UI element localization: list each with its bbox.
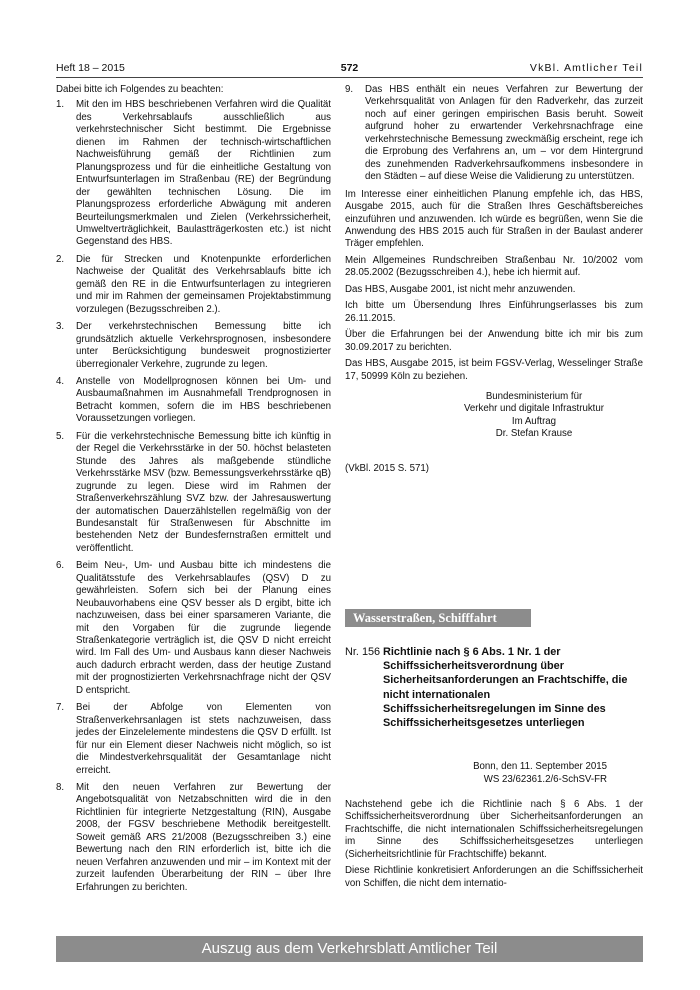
list-number: 8. [56,782,65,794]
paragraph: Das HBS, Ausgabe 2001, ist nicht mehr anzuwenden. [345,283,576,295]
list-number: 5. [56,430,65,442]
list-text: Mit den im HBS beschriebenen Verfahren wird die Qualität des Verkehrsablaufs ausschließlich aus verkehrstechnischer Sicht bestimmt. Die Ergebnisse dienen im Rahmen der technisch-wirtschaftlichen Nachweisführung gemäß der Richtlinien zum Planungsprozess und für die einheitliche Gestaltung von Entwurfsunterlagen im Straßenbau (RE) der Begründung der gewählten technischen Lösung. Die im Planungsprozess erforderliche Abwägung mit anderen Beurteilungsmerkmalen und Zielen (Verkehrssicherheit, Umweltverträglichkeit, Baulastträgerkosten etc.) ist nicht Gegenstand des HBS. [76,99,331,248]
list-number: 1. [56,99,65,111]
list-text: Die für Strecken und Knotenpunkte erforderlichen Nachweise der Qualität des Verkehrsablaufs bitte ich gemäß den RE in die Entwurfsunterlagen zu integrieren und mir im Rahmen der gemeinsamen Projektabstimmung vorzulegen (Bezugsschreiben 2.). [76,253,331,315]
list-item [56,431,331,556]
paragraph: Diese Richtlinie konkretisiert Anforderungen an die Schiffssicherheit von Schiffen, die nicht dem internatio- [345,865,643,889]
publication-reference: (VkBl. 2015 S. 571) [345,462,430,474]
decree-title: Richtlinie nach § 6 Abs. 1 Nr. 1 der Schiffssicherheitsverordnung über Sicherheitsanforderungen an Frachtschiffe, die nicht internationalen Schiffssicherheitsregelungen im Sinne des Schiffssicherheitsgesetzes unterliegen [383,646,628,730]
paragraph: Das HBS, Ausgabe 2015, ist beim FGSV-Verlag, Wesselinger Straße 17, 50999 Köln zu beziehen. [345,358,643,382]
paragraph: Nachstehend gebe ich die Richtlinie nach § 6 Abs. 1 der Schiffssicherheitsverordnung über Sicherheitsanforderungen an Frachtschiffe, die nicht internationalen Schiffssicherheitsregelungen im Sinne des Schiffssicherheitsgesetzes unterliegen (Sicherheitsrichtlinie für Frachtschiffe) bekannt. [345,799,643,860]
signature-authority: Im Auftrag [511,415,557,427]
footer-banner: Auszug aus dem Verkehrsblatt Amtlicher Teil [56,936,643,962]
list-number: 9. [345,84,354,95]
list-number: 6. [56,560,65,572]
list-text: Anstelle von Modellprognosen können bei Um- und Ausbaumaßnahmen im Ausnahmefall Trendprognosen in Betracht kommen, sofern die im HBS beschriebenen Voraussetzungen vorliegen. [76,375,331,425]
file-reference: WS 23/62361.2/6-SchSV-FR [483,773,607,785]
decree-heading [345,645,643,730]
paragraph: Ich bitte um Übersendung Ihres Einführungserlasses bis zum 26.11.2015. [345,300,643,324]
date-line: Bonn, den 11. September 2015 [473,761,607,772]
signature-name: Dr. Stefan Krause [495,428,573,440]
journal-label: VkBl. Amtlicher Teil [529,62,643,74]
decree-number: Nr. 156 [345,646,381,658]
list-item [56,782,331,894]
decree-meta [345,761,607,786]
paragraph: Über die Erfahrungen bei der Anwendung bitte ich mir bis zum 30.09.2017 zu berichten. [345,329,643,353]
signature-ministry-name: Verkehr und digitale Infrastruktur [463,403,604,415]
signature-ministry: Bundesministerium für [485,390,583,402]
signature-block [425,391,643,441]
list-item [56,321,331,371]
header-divider [56,77,643,78]
list-text: Bei der Abfolge von Elementen von Straßenverkehrsanlagen ist stets nachzuweisen, dass jedes der Einzelelemente mindestens die QSV D erfüllt. Ist für nur ein Element dieser Nachweis nicht möglich, so ist die Mindestverkehrsqualität der Gesamtanlage nicht erreicht. [76,702,331,776]
list-text: Mit den neuen Verfahren zur Bewertung der Angebotsqualität von Netzabschnitten wird die in den Richtlinien für integrierte Netzgestaltung (RIN), Ausgabe 2008, der FGSV beschriebene Methodik bereitgestellt. Soweit gemäß ARS 21/2008 (Bezugsschreiben 3.) eine Bewertung nach den RIN erforderlich ist, bitte ich die neuen Verfahren anzuwenden und mir – im Kontext mit der zurzeit laufenden Überarbeitung der RIN – über Ihre Erfahrungen zu berichten. [76,782,331,893]
paragraph: Mein Allgemeines Rundschreiben Straßenbau Nr. 10/2002 vom 28.05.2002 (Bezugsschreiben 4.), hebe ich hiermit auf. [345,254,643,279]
section-heading: Wasserstraßen, Schifffahrt [345,609,531,627]
intro-text: Dabei bitte ich Folgendes zu beachten: [56,84,224,95]
decree-body [345,799,643,894]
list-number: 7. [56,702,65,714]
page-number: 572 [340,62,359,74]
list-item [56,560,331,697]
list-number: 4. [56,375,65,387]
list-item [56,376,331,426]
left-column [56,84,331,899]
page-header [56,60,643,76]
list-item [56,99,331,248]
list-text: Für die verkehrstechnische Bemessung bitte ich künftig in der Regel die Verkehrsstärke in der 50. höchst belasteten Stunde des Jahres als maßgebende stündliche Verkehrsstärke MSV (bzw. Bemessungsverkehrsstärke qB) zugrunde zu legen. Diese wird im Rahmen der Straßenverkehrszählung SVZ bzw. der Jahresauswertung der automatischen Dauerzählstellen regelmäßig von der Bundesanstalt für Straßenwesen für Abschnitte im bestehenden Netz der Bundesfernstraßen ermittelt und veröffentlicht. [76,430,331,554]
list-item [56,254,331,316]
list-item [56,702,331,777]
list-number: 3. [56,321,65,333]
list-text: Der verkehrstechnischen Bemessung bitte ich grundsätzlich aktuelle Verkehrsprognosen, insbesondere unter Berücksichtigung bundesweit prognostizierter überregionaler Verkehre, zugrunde zu legen. [76,321,331,370]
list-text: Das HBS enthält ein neues Verfahren zur Bewertung der Verkehrsqualität von Anlagen für den Radverkehr, das zurzeit noch auf einer geringen empirischen Basis beruht. Soweit aufgrund hoher zu erwartender Verkehrsnachfrage eine verkehrstechnische Bemessung zweckmäßig erscheint, rege ich die Erprobung des Verfahrens an, um – vor dem Hintergrund des zunehmenden Radverkehrsaufkommens insbesondere in den Städten – auf diese Weise die Validierung zu unterstützen. [365,84,643,183]
list-item [345,84,643,184]
right-column [345,84,643,479]
list-text: Beim Neu-, Um- und Ausbau bitte ich mindestens die Qualitätsstufe des Verkehrsablaufes (QSV) D zu gewährleisten. Sofern sich bei der Planung eines Neubauvorhabens eine QSV besser als D ergibt, bitte ich nachzuweisen, dass bei einer sparsameren Variante, die mit den Vorgaben für die zugrunde liegende Straßenkategorie verträglich ist, die QSV D nicht erreicht wird. Im Fall des Um- und Ausbaus kann dieser Nachweis auch dadurch erbracht werden, dass der heutige Zustand mit der prognostizierten Verkehrsnachfrage nicht der QSV D entspricht. [76,560,331,696]
issue-label: Heft 18 – 2015 [56,62,125,74]
list-number: 2. [56,253,65,265]
paragraph: Im Interesse einer einheitlichen Planung empfehle ich, das HBS, Ausgabe 2015, auch für die Straßen Ihres Geschäftsbereiches einzuführen und anzuwenden. Ich würde es begrüßen, wenn Sie die Anwendung des HBS 2015 auch für Straßen in der Baulast anderer Träger empfehlen. [345,188,643,250]
